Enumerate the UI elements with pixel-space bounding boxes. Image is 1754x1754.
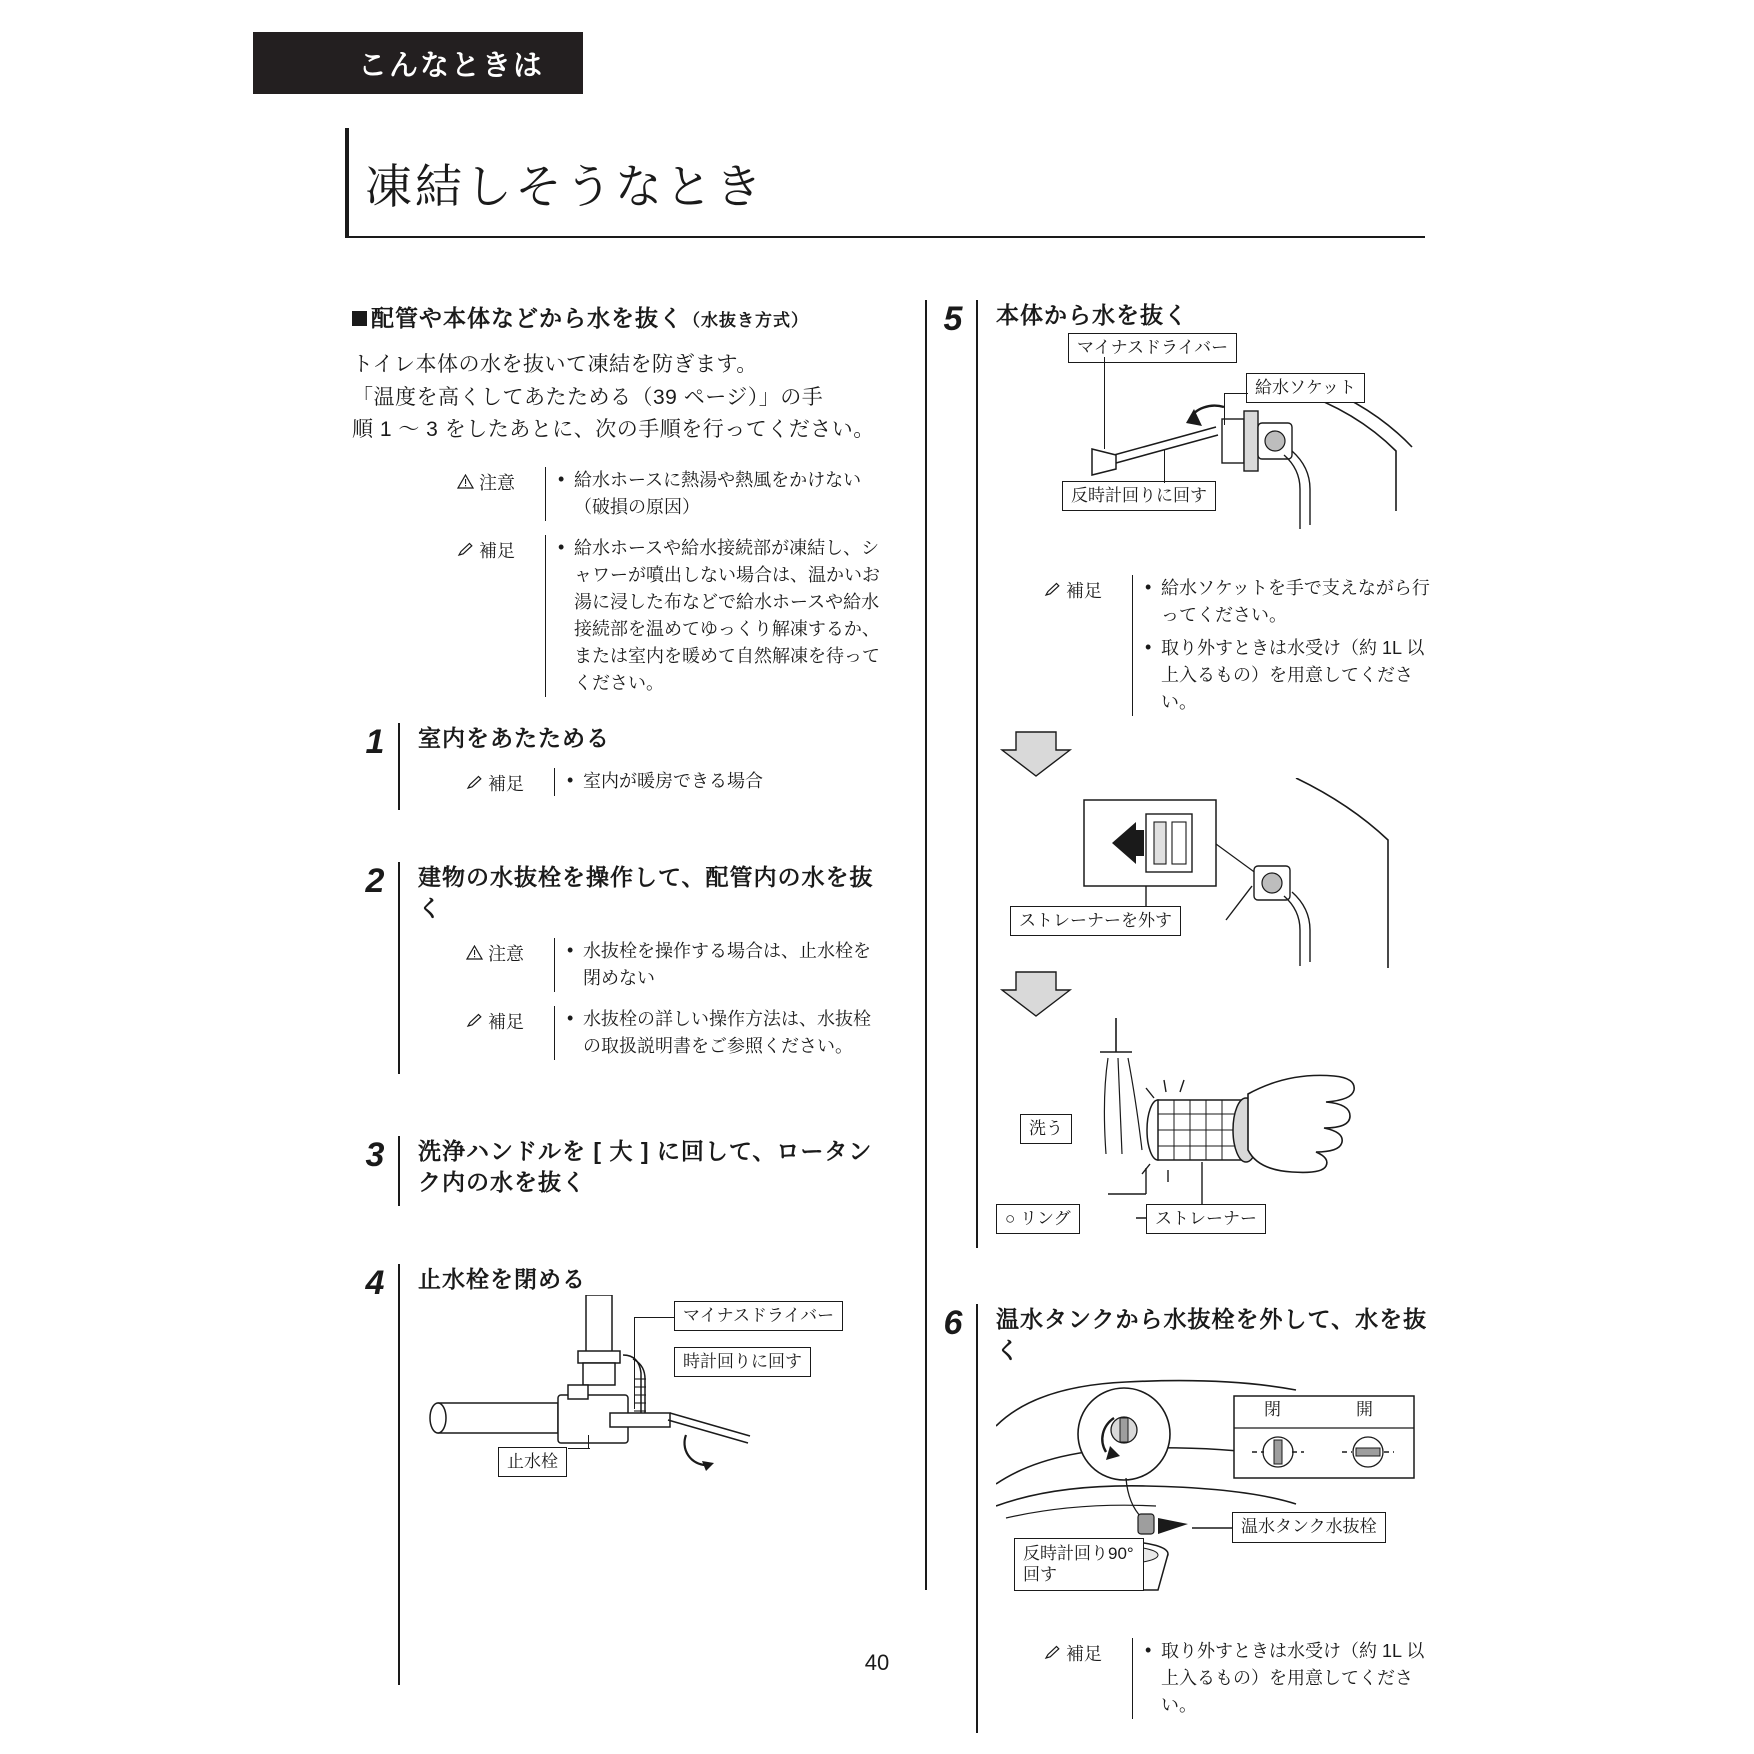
leader-line-a: [634, 1317, 674, 1318]
flow-arrow-2: [996, 970, 1436, 1018]
step-2-supplement-label-text: 補足: [488, 1011, 524, 1032]
step-2-supplement-note: [418, 1006, 882, 1060]
flow-arrow-1: [996, 730, 1436, 778]
step-5: [930, 300, 1430, 1248]
callout-water-socket: 給水ソケット: [1246, 373, 1365, 403]
step-1-title: 室内をあたためる: [418, 724, 610, 751]
leader-line-c: [588, 1435, 589, 1449]
step-5-note-label-text: 補足: [1066, 581, 1102, 602]
callout-o-ring: ○ リング: [996, 1204, 1080, 1234]
step-2-caution-label-text: 注意: [488, 943, 524, 964]
lead-line-1: トイレ本体の水を抜いて凍結を防ぎます。: [352, 353, 758, 376]
step-4-title: 止水栓を閉める: [418, 1265, 586, 1292]
step-4-figure: [418, 1295, 898, 1495]
step-5-figure-mid: [996, 778, 1436, 968]
step-6-title: 温水タンクから水抜栓を外して、水を抜く: [996, 1306, 1428, 1364]
step-1-supplement-note: [418, 768, 882, 796]
step-6-figure: [996, 1366, 1436, 1616]
bullet-square-icon: [352, 311, 367, 326]
step-5-number: 5: [943, 300, 963, 338]
step-4-number: 4: [365, 1263, 385, 1302]
page-title: 凍結しそうなとき: [365, 160, 765, 213]
title-left-rule: [345, 128, 349, 236]
leader-5c: [1224, 393, 1248, 394]
step-4-body: [398, 1264, 898, 1685]
caution-icon: [466, 945, 483, 960]
step-1-body: [398, 723, 882, 810]
callout-remove-strainer: ストレーナーを外す: [1010, 906, 1181, 936]
step-5-figure-bottom: [996, 1018, 1436, 1248]
caution-note-item: • 給水ホースに熱湯や熱風をかけない（破損の原因）: [558, 467, 882, 521]
section-tab-label: こんなときは: [253, 32, 583, 94]
callout-open: 開: [1356, 1400, 1373, 1420]
lead-paragraph: [352, 349, 882, 447]
step-6-number: 6: [943, 1304, 963, 1343]
caution-note: [352, 467, 882, 521]
step-2-supplement-label: [466, 1006, 554, 1060]
supplement-label-text: 補足: [479, 540, 515, 561]
leader-5d: [1224, 393, 1225, 425]
page-title-block: [345, 128, 1425, 243]
step-2: [352, 862, 882, 1074]
supplement-note-label: [457, 535, 545, 697]
step-3-number: 3: [365, 1135, 385, 1174]
step-2-number: 2: [365, 861, 385, 900]
step-5-supplement-note: [996, 575, 1436, 716]
leader-5e: [1164, 449, 1165, 483]
leader-line-d: [568, 1448, 590, 1449]
pencil-icon: [1044, 582, 1061, 597]
callout-strainer: ストレーナー: [1146, 1204, 1266, 1234]
step-5-title: 本体から水を抜く: [996, 302, 1188, 328]
step-5-note-label: [1044, 575, 1132, 716]
column-divider: [925, 300, 927, 1590]
step-3-title: 洗浄ハンドルを [ 大 ] に回して、ロータンク内の水を抜く: [418, 1137, 873, 1195]
section-heading: [352, 300, 882, 333]
step-5-note-item-1: • 給水ソケットを手で支えながら行ってください。: [1145, 575, 1436, 629]
callout-turn-ccw-90-text: 反時計回り90°回す: [1023, 1544, 1134, 1585]
step-2-supplement-body: [554, 1006, 882, 1060]
step-2-caution-note: [418, 938, 882, 992]
caution-label-text: 注意: [479, 472, 515, 493]
pencil-icon: [466, 775, 483, 790]
leader-5a: [1104, 357, 1105, 449]
callout-hot-water-drain-plug: 温水タンク水抜栓: [1232, 1512, 1386, 1542]
pencil-icon: [457, 542, 474, 557]
supplement-note-item: • 給水ホースや給水接続部が凍結し、シャワーが噴出しない場合は、温かいお湯に浸した布などで給水ホースや給水接続部を温めてゆっくり解凍するか、または室内を暖めて自然解凍を待ってください。: [558, 535, 882, 697]
step-5-body: [976, 300, 1436, 1248]
callout-minus-driver: マイナスドライバー: [674, 1301, 843, 1331]
right-column: [930, 300, 1430, 1733]
step-2-caution-label: [466, 938, 554, 992]
supplement-note: [352, 535, 882, 697]
step-1-note-label: [466, 768, 554, 796]
callout-minus-driver-5: マイナスドライバー: [1068, 333, 1237, 363]
step-2-caution-item: • 水抜栓を操作する場合は、止水栓を閉めない: [567, 938, 882, 992]
step-5-note-item-2: • 取り外すときは水受け（約 1L 以上入るもの）を用意してください。: [1145, 635, 1436, 716]
section-heading-sub: （水抜き方式）: [683, 311, 809, 330]
lead-line-2: 「温度を高くしてあたためる（39 ページ）」の手: [352, 385, 824, 409]
callout-wash: 洗う: [1020, 1114, 1072, 1144]
step-6-note-label-text: 補足: [1066, 1644, 1102, 1665]
step-5-figure-top: [996, 331, 1436, 561]
step-4: [352, 1264, 882, 1685]
callout-turn-counterclockwise: 反時計回りに回す: [1062, 481, 1216, 511]
step-1: [352, 723, 882, 810]
section-heading-text: 配管や本体などから水を抜く: [371, 305, 683, 331]
left-column: [352, 300, 882, 1685]
step-2-body: [398, 862, 882, 1074]
supplement-note-body: [545, 535, 882, 697]
step-2-caution-body: [554, 938, 882, 992]
step-3: [352, 1136, 882, 1206]
lead-line-3: 順 1 〜 3 をしたあとに、次の手順を行ってください。: [352, 418, 875, 442]
step-2-title: 建物の水抜栓を操作して、配管内の水を抜く: [418, 863, 874, 921]
step-1-number: 1: [365, 722, 385, 761]
callout-turn-ccw-90: [1014, 1538, 1144, 1591]
callout-stop-valve: 止水栓: [498, 1447, 567, 1477]
step-1-note-label-text: 補足: [488, 773, 524, 794]
step-1-note-item: • 室内が暖房できる場合: [567, 768, 763, 795]
step-3-body: [398, 1136, 882, 1206]
callout-turn-clockwise: 時計回りに回す: [674, 1347, 811, 1377]
caution-icon: [457, 474, 474, 489]
step-6-note-item: • 取り外すときは水受け（約 1L 以上入るもの）を用意してください。: [1145, 1638, 1436, 1719]
water-socket-illustration: [996, 331, 1436, 561]
callout-closed: 閉: [1264, 1400, 1281, 1420]
caution-note-label: [457, 467, 545, 521]
step-1-note-body: [554, 768, 763, 796]
title-bottom-rule: [345, 236, 1425, 238]
strainer-removal-illustration: [996, 778, 1436, 968]
step-5-note-body: [1132, 575, 1436, 716]
pencil-icon: [466, 1013, 483, 1028]
leader-line-b: [634, 1317, 635, 1409]
page-number: 40: [864, 1650, 890, 1675]
caution-note-body: [545, 467, 882, 521]
step-2-supplement-item: • 水抜栓の詳しい操作方法は、水抜栓の取扱説明書をご参照ください。: [567, 1006, 882, 1060]
